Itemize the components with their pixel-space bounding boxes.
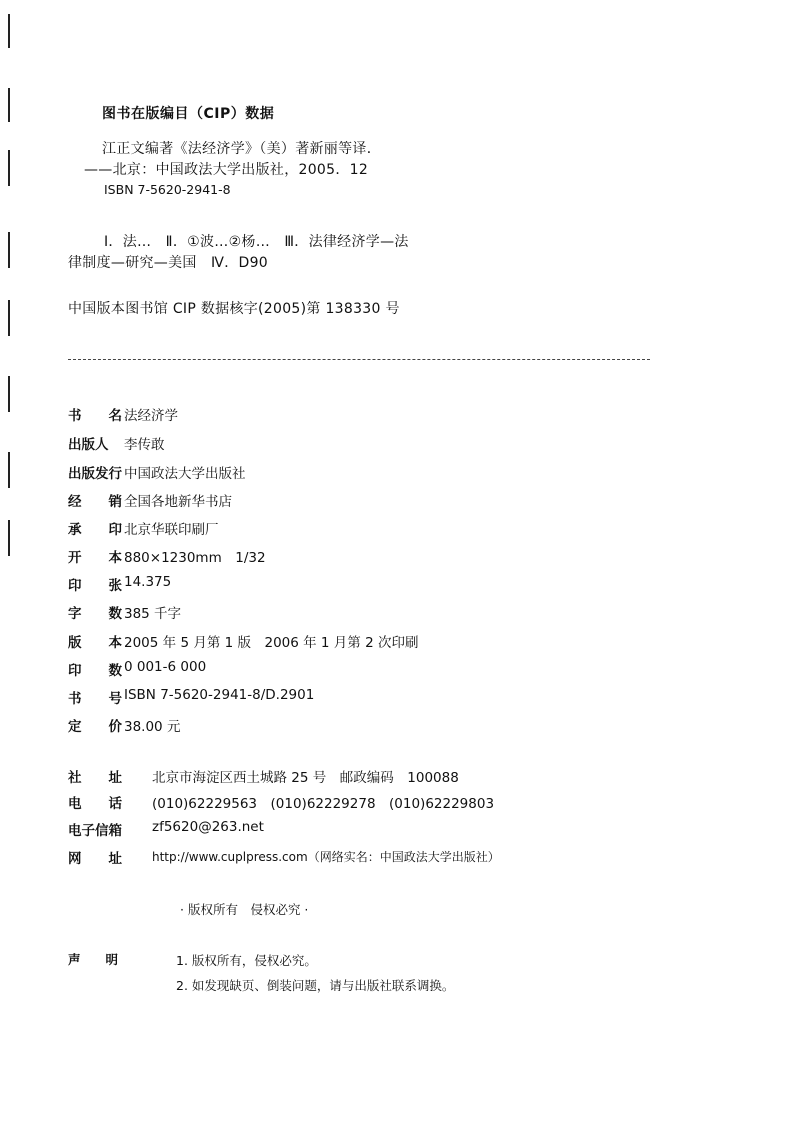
- info-label: 经 销: [68, 494, 122, 510]
- cip-line-2: ——北京：中国政法大学出版社，2005．12: [84, 162, 369, 178]
- contact-value: http://www.cuplpress.com（网络实名：中国政法大学出版社）: [152, 850, 500, 864]
- contact-label: 社 址: [68, 770, 122, 786]
- info-label: 开 本: [68, 550, 122, 566]
- info-value: 880×1230mm 1/32: [124, 550, 266, 566]
- cip-line-6: 中国版本图书馆 CIP 数据核字(2005)第 138330 号: [68, 301, 400, 317]
- info-value: 2005 年 5 月第 1 版 2006 年 1 月第 2 次印刷: [124, 635, 419, 651]
- cip-heading: 图书在版编目（CIP）数据: [102, 106, 275, 122]
- info-label: 出版人: [68, 437, 109, 453]
- info-label: 版 本: [68, 635, 122, 651]
- contact-row-phone: [68, 792, 495, 812]
- copyright-notice: · 版权所有 侵权必究 ·: [180, 902, 309, 917]
- info-label: 书 号: [68, 691, 122, 707]
- info-row-format: [68, 546, 266, 566]
- margin-mark: [8, 520, 10, 556]
- contact-label: 电 话: [68, 796, 122, 812]
- margin-mark: [8, 232, 10, 268]
- info-value: 北京华联印刷厂: [124, 522, 219, 538]
- margin-mark: [8, 376, 10, 412]
- cip-line-1: 江正文编著《法经济学》（美）著新丽等译．: [102, 141, 381, 157]
- notice-item-2: 2. 如发现缺页、倒装问题，请与出版社联系调换。: [176, 978, 455, 993]
- info-value: 中国政法大学出版社: [124, 466, 246, 482]
- info-row-sheets: [68, 574, 172, 594]
- margin-mark: [8, 88, 10, 122]
- separator-line: [68, 359, 650, 360]
- info-row-edition: [68, 631, 419, 651]
- contact-label: 电子信箱: [68, 823, 122, 839]
- info-row-distributor: [68, 490, 232, 510]
- cip-line-4: Ⅰ．法… Ⅱ．①波…②杨… Ⅲ．法律经济学—法: [104, 234, 409, 250]
- contact-label: 网 址: [68, 851, 122, 867]
- info-value: 385 千字: [124, 606, 182, 622]
- notice-label: 声 明: [68, 952, 119, 967]
- info-label: 印 数: [68, 663, 122, 679]
- info-value: 0 001-6 000: [124, 659, 207, 675]
- contact-row-website: [68, 847, 500, 867]
- margin-mark: [8, 150, 10, 186]
- info-label: 定 价: [68, 719, 122, 735]
- margin-mark: [8, 452, 10, 488]
- info-label: 字 数: [68, 606, 122, 622]
- info-row-publisher: [68, 462, 246, 482]
- info-row-printer: [68, 518, 219, 538]
- contact-value: zf5620@263.net: [152, 819, 264, 835]
- info-label: 书 名: [68, 408, 122, 424]
- info-row-print-run: [68, 659, 207, 679]
- info-row-wordcount: [68, 602, 182, 622]
- cip-line-5: 律制度—研究—美国 Ⅳ．D90: [68, 255, 269, 271]
- contact-value: 北京市海淀区西土城路 25 号 邮政编码 100088: [152, 770, 459, 786]
- info-row-isbn: [68, 687, 315, 707]
- info-row-price: [68, 715, 181, 735]
- info-value: 14.375: [124, 574, 172, 590]
- info-value: ISBN 7-5620-2941-8/D.2901: [124, 687, 315, 703]
- info-label: 印 张: [68, 578, 122, 594]
- contact-row-address: [68, 766, 459, 786]
- contact-value: (010)62229563 (010)62229278 (010)62229803: [152, 796, 495, 812]
- contact-row-email: [68, 819, 264, 839]
- margin-mark: [8, 300, 10, 336]
- info-value: 李传敢: [124, 437, 165, 453]
- cip-line-3: ISBN 7-5620-2941-8: [104, 182, 231, 197]
- info-row-publisher-person: [68, 433, 165, 453]
- info-value: 法经济学: [124, 408, 178, 424]
- info-value: 38.00 元: [124, 719, 181, 735]
- info-row-title: [68, 404, 178, 424]
- margin-mark: [8, 14, 10, 48]
- notice-item-1: 1. 版权所有，侵权必究。: [176, 953, 317, 968]
- info-value: 全国各地新华书店: [124, 494, 232, 510]
- info-label: 出版发行: [68, 466, 122, 482]
- info-label: 承 印: [68, 522, 122, 538]
